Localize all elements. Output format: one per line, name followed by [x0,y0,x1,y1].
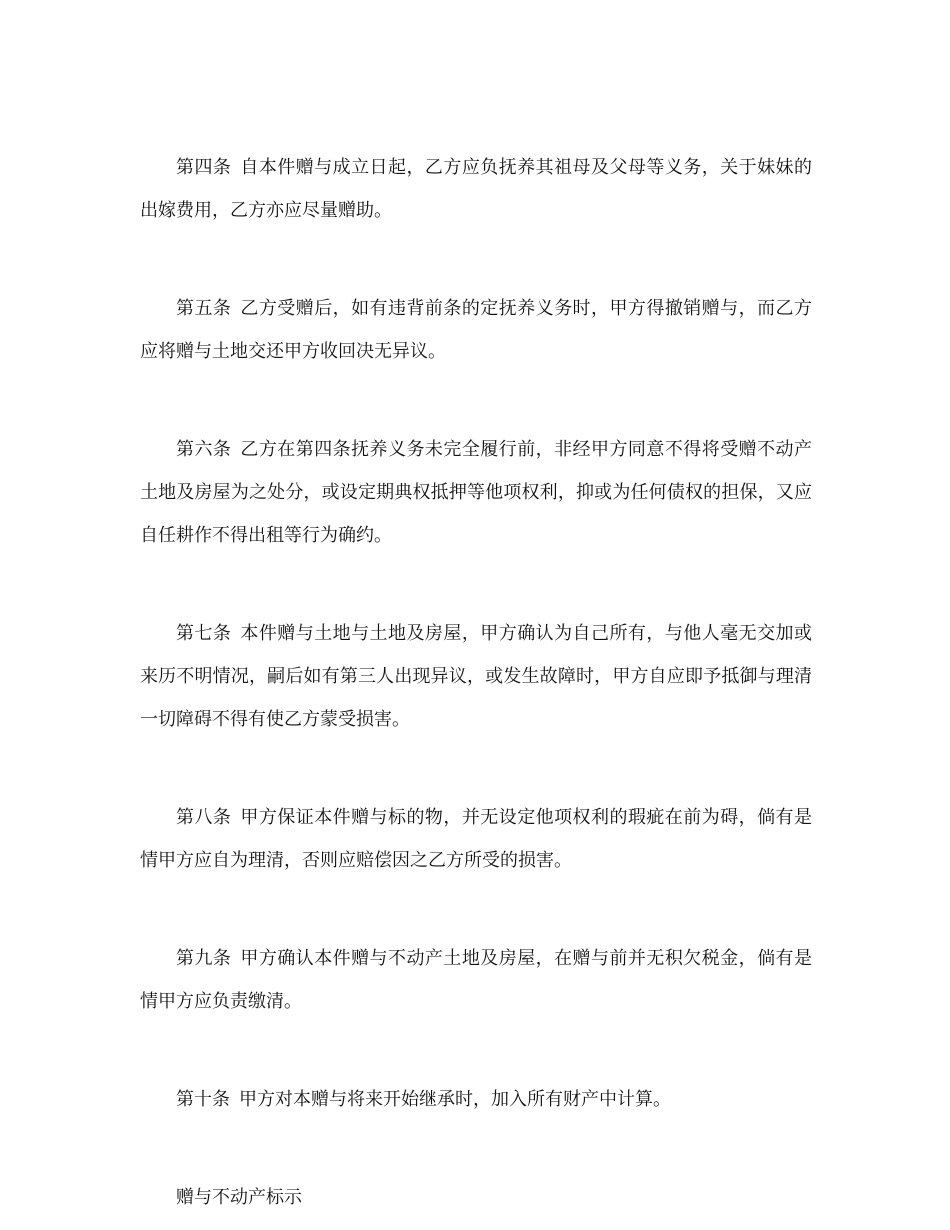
clause-8 [140,796,812,882]
clause-text: 甲方确认本件赠与不动产土地及房屋，在赠与前并无积欠税金，倘有是情甲方应负责缴清。 [140,948,813,1012]
clause-number: 第八条 [176,807,232,828]
clause-text: 乙方在第四条抚养义务未完全履行前，非经甲方同意不得将受赠不动产土地及房屋为之处分，或设定期典权抵押等他项权利，抑或为任何债权的担保，又应自任耕作不得出租等行为确约。 [140,439,813,546]
clause-10 [140,1078,812,1121]
clause-number: 第四条 [176,157,232,178]
document-body [140,146,812,1219]
clause-text: 本件赠与土地与土地及房屋，甲方确认为自己所有，与他人毫无交加或来历不明情况，嗣后如有第三人出现异议，或发生故障时，甲方自应即予抵御与理清一切障碍不得有使乙方蒙受损害。 [140,623,813,730]
clause-text: 甲方保证本件赠与标的物，并无设定他项权利的瑕疵在前为碍，倘有是情甲方应自为理清，否则应赔偿因之乙方所受的损害。 [140,807,813,871]
clause-5 [140,287,812,373]
section-heading-property-description: 赠与不动产标示 [176,1187,302,1208]
clause-number: 第五条 [176,298,232,319]
clause-number: 第七条 [176,623,232,644]
clause-text: 乙方受赠后，如有违背前条的定抚养义务时，甲方得撤销赠与，而乙方应将赠与土地交还甲方收回决无异议。 [140,298,813,362]
clause-7 [140,612,812,741]
clause-text: 自本件赠与成立日起，乙方应负抚养其祖母及父母等义务，关于妹妹的出嫁费用，乙方亦应尽量赠助。 [140,157,813,221]
clause-text: 甲方对本赠与将来开始继承时，加入所有财产中计算。 [239,1089,671,1110]
clause-4 [140,146,812,232]
clause-6 [140,428,812,557]
clause-number: 第九条 [176,948,232,969]
clause-number: 第六条 [176,439,232,460]
clause-number: 第十条 [176,1089,230,1110]
clause-9 [140,937,812,1023]
